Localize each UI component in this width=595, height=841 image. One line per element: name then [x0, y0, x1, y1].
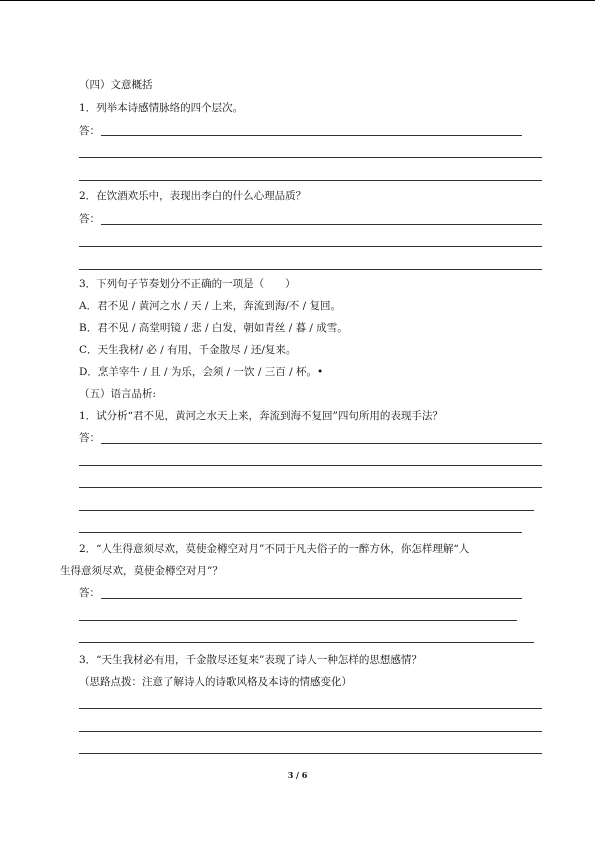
- section-4-heading: （四）文意概括: [79, 79, 153, 91]
- page-number: 3 / 6: [287, 770, 308, 780]
- answer-label: 答：: [79, 587, 100, 599]
- option-d[interactable]: D．烹羊宰牛 / 且 / 为乐，会须 / 一饮 / 三百 / 杯。•: [79, 366, 324, 378]
- section-5-heading: （五）语言品析:: [79, 388, 157, 400]
- answer-line[interactable]: [79, 269, 542, 270]
- answer-label: 答：: [79, 125, 100, 137]
- answer-line[interactable]: [101, 135, 522, 136]
- answer-line[interactable]: [79, 465, 542, 466]
- question-5-3-hint: （思路点拨：注意了解诗人的诗歌风格及本诗的情感变化）: [79, 676, 352, 688]
- question-4-3: 3．下列句子节奏划分不正确的一项是（ ）: [79, 278, 296, 290]
- question-5-1: 1．试分析“君不见，黄河之水天上来，奔流到海不复回”四句所用的表现手法？: [79, 410, 443, 422]
- question-4-1: 1．列举本诗感情脉络的四个层次。: [79, 102, 244, 114]
- question-5-3: 3．“天生我材必有用，千金散尽还复来”表现了诗人一种怎样的思想感情？: [79, 654, 422, 666]
- option-b[interactable]: B．君不见 / 高堂明镜 / 悲 / 白发，朝如青丝 / 暮 / 成雪。: [79, 322, 348, 334]
- answer-line[interactable]: [79, 532, 522, 533]
- answer-line[interactable]: [79, 246, 542, 247]
- answer-line[interactable]: [101, 598, 522, 599]
- answer-line[interactable]: [79, 180, 542, 181]
- answer-label: 答：: [79, 432, 100, 444]
- answer-line[interactable]: [79, 487, 542, 488]
- answer-line[interactable]: [79, 157, 542, 158]
- answer-line[interactable]: [79, 510, 534, 511]
- answer-line[interactable]: [79, 753, 542, 754]
- answer-line[interactable]: [79, 620, 517, 621]
- option-c[interactable]: C．天生我材/ 必 / 有用，千金散尽 / 还/复来。: [79, 344, 297, 356]
- question-4-2: 2．在饮酒欢乐中，表现出李白的什么心理品质？: [79, 190, 307, 202]
- answer-line[interactable]: [101, 443, 542, 444]
- question-5-2-line-1: 2．“人生得意须尽欢，莫使金樽空对月”不同于凡夫俗子的一醉方休，你怎样理解“人: [79, 543, 470, 555]
- answer-line[interactable]: [79, 731, 542, 732]
- answer-line[interactable]: [79, 642, 534, 643]
- option-a[interactable]: A．君不见 / 黄河之水 / 天 / 上来，奔流到海/不 / 复回。: [79, 300, 341, 312]
- answer-label: 答：: [79, 213, 100, 225]
- answer-line[interactable]: [79, 708, 542, 709]
- answer-line[interactable]: [101, 224, 542, 225]
- question-5-2-line-2: 生得意须尽欢，莫使金樽空对月”？: [60, 565, 223, 577]
